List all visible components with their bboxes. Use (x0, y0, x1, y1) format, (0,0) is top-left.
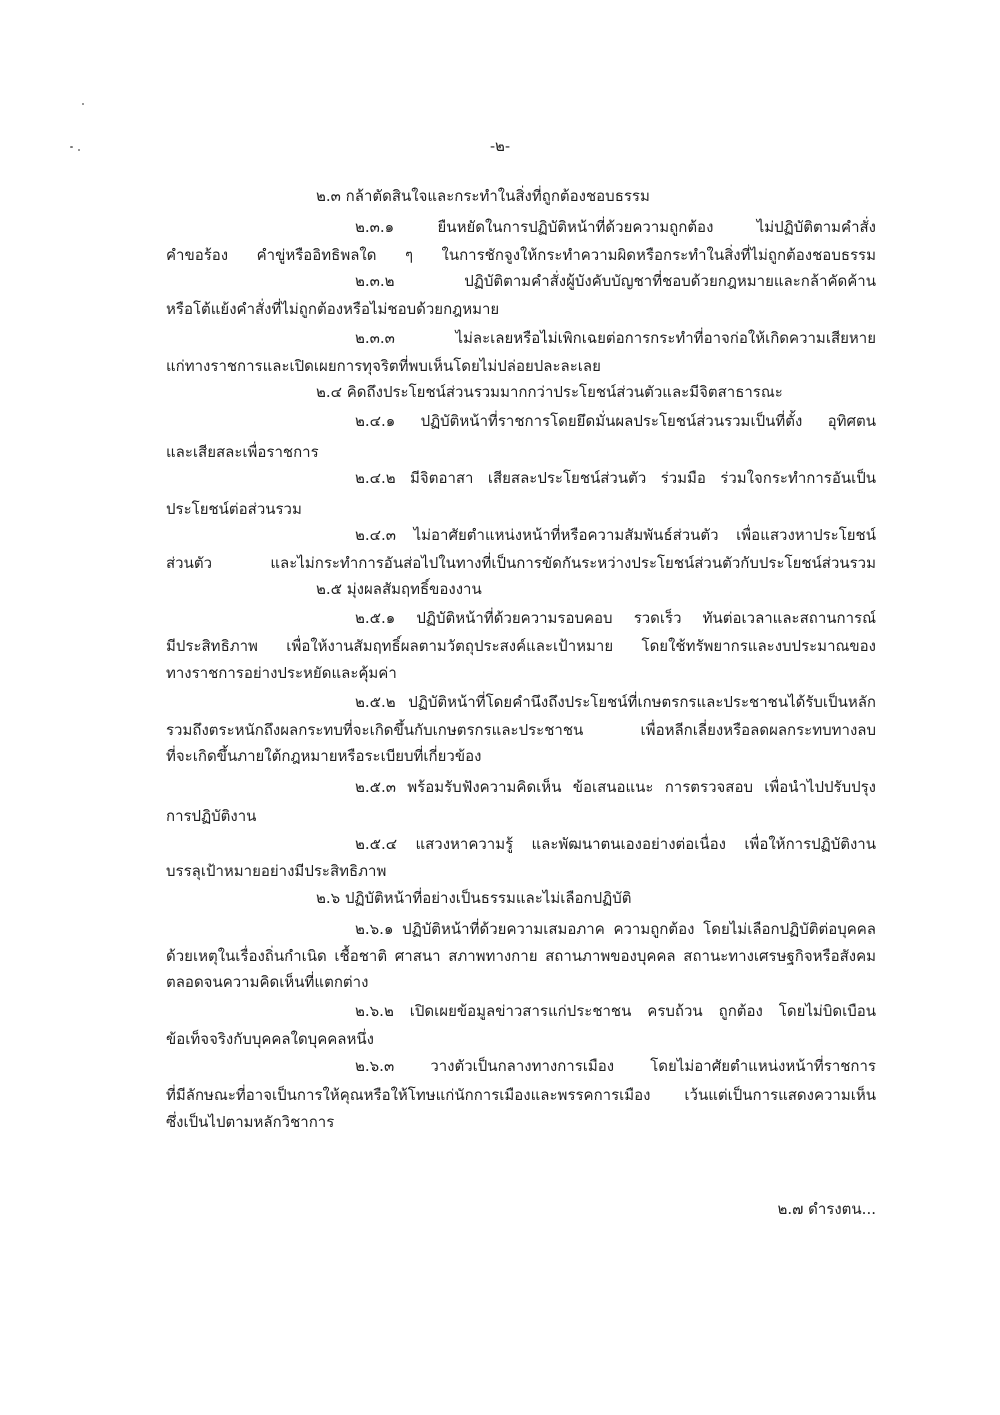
paragraph-line: ๒.๓.๒ ปฏิบัติตามคำสั่งผู้บังคับบัญชาที่ชอบด้วยกฎหมายและกล้าคัดค้าน (355, 272, 876, 290)
paragraph-line: ๒.๓.๓ ไม่ละเลยหรือไม่เพิกเฉยต่อการกระทำที่อาจก่อให้เกิดความเสียหาย (355, 329, 876, 347)
paragraph-line: แก่ทางราชการและเปิดเผยการทุจริตที่พบเห็นโดยไม่ปล่อยปละละเลย (166, 357, 601, 375)
paragraph-line: การปฏิบัติงาน (166, 807, 257, 825)
paragraph-line: ซึ่งเป็นไปตามหลักวิชาการ (166, 1113, 335, 1131)
paragraph-line: ทางราชการอย่างประหยัดและคุ้มค่า (166, 664, 397, 682)
paragraph-line: ๒.๖.๑ ปฏิบัติหน้าที่ด้วยความเสมอภาค ความถูกต้อง โดยไม่เลือกปฏิบัติต่อบุคคล (355, 920, 876, 938)
paragraph-line: ๒.๔.๒ มีจิตอาสา เสียสละประโยชน์ส่วนตัว ร่วมมือ ร่วมใจกระทำการอันเป็น (355, 469, 876, 487)
paragraph-line: ๒.๖.๓ วางตัวเป็นกลางทางการเมือง โดยไม่อาศัยตำแหน่งหน้าที่ราชการ (355, 1057, 876, 1075)
section-heading: ๒.๕ มุ่งผลสัมฤทธิ์ของงาน (316, 580, 482, 598)
paragraph-line: ๒.๓.๑ ยืนหยัดในการปฏิบัติหน้าที่ด้วยความถูกต้อง ไม่ปฏิบัติตามคำสั่ง (355, 218, 876, 236)
paragraph-line: บรรลุเป้าหมายอย่างมีประสิทธิภาพ (166, 862, 387, 880)
paragraph-line: ๒.๕.๒ ปฏิบัติหน้าที่โดยคำนึงถึงประโยชน์ที่เกษตรกรและประชาชนได้รับเป็นหลัก (355, 693, 876, 711)
paragraph-line: ตลอดจนความคิดเห็นที่แตกต่าง (166, 973, 369, 991)
section-heading: ๒.๖ ปฏิบัติหน้าที่อย่างเป็นธรรมและไม่เลือกปฏิบัติ (316, 889, 632, 907)
paragraph-line: ส่วนตัว และไม่กระทำการอันส่อไปในทางที่เป็นการขัดกันระหว่างประโยชน์ส่วนตัวกับประโยชน์ส่วนรวม (166, 554, 876, 572)
paragraph-line: มีประสิทธิภาพ เพื่อให้งานสัมฤทธิ์ผลตามวัตถุประสงค์และเป้าหมาย โดยใช้ทรัพยากรและงบประมาณของ (166, 637, 876, 655)
paragraph-line: ที่จะเกิดขึ้นภายใต้กฎหมายหรือระเบียบที่เกี่ยวข้อง (166, 747, 482, 765)
paragraph-line: ๒.๕.๔ แสวงหาความรู้ และพัฒนาตนเองอย่างต่อเนื่อง เพื่อให้การปฏิบัติงาน (355, 835, 876, 853)
paragraph-line: ประโยชน์ต่อส่วนรวม (166, 500, 302, 518)
paragraph-line: ๒.๔.๓ ไม่อาศัยตำแหน่งหน้าที่หรือความสัมพันธ์ส่วนตัว เพื่อแสวงหาประโยชน์ (355, 526, 876, 544)
paragraph-line: รวมถึงตระหนักถึงผลกระทบที่จะเกิดขึ้นกับเกษตรกรและประชาชน เพื่อหลีกเลี่ยงหรือลดผลกระทบทางลบ (166, 721, 876, 739)
paragraph-line: ด้วยเหตุในเรื่องถิ่นกำเนิด เชื้อชาติ ศาสนา สภาพทางกาย สถานภาพของบุคคล สถานะทางเศรษฐกิจหรือสังคม (166, 947, 876, 965)
paragraph-line: ข้อเท็จจริงกับบุคคลใดบุคคลหนึ่ง (166, 1030, 374, 1048)
section-heading: ๒.๓ กล้าตัดสินใจและกระทำในสิ่งที่ถูกต้องชอบธรรม (316, 187, 650, 205)
paragraph-line: และเสียสละเพื่อราชการ (166, 443, 319, 461)
paragraph-line: ๒.๖.๒ เปิดเผยข้อมูลข่าวสารแก่ประชาชน ครบถ้วน ถูกต้อง โดยไม่บิดเบือน (355, 1002, 876, 1020)
page-number: -๒- (489, 137, 511, 155)
continuation-footer: ๒.๗ ดำรงตน... (777, 1200, 876, 1218)
paragraph-line: ที่มีลักษณะที่อาจเป็นการให้คุณหรือให้โทษแก่นักการเมืองและพรรคการเมือง เว้นแต่เป็นการแสดงความเห็น (166, 1086, 876, 1104)
paragraph-line: หรือโต้แย้งคำสั่งที่ไม่ถูกต้องหรือไม่ชอบด้วยกฎหมาย (166, 300, 500, 318)
paragraph-line: ๒.๕.๓ พร้อมรับฟังความคิดเห็น ข้อเสนอแนะ การตรวจสอบ เพื่อนำไปปรับปรุง (355, 778, 876, 796)
scan-speck (82, 103, 84, 105)
section-heading: ๒.๔ คิดถึงประโยชน์ส่วนรวมมากกว่าประโยชน์ส่วนตัวและมีจิตสาธารณะ (316, 383, 783, 401)
paragraph-line: คำขอร้อง คำขู่หรืออิทธิพลใด ๆ ในการชักจูงให้กระทำความผิดหรือกระทำในสิ่งที่ไม่ถูกต้องชอบธรรม (166, 246, 876, 264)
paragraph-line: ๒.๕.๑ ปฏิบัติหน้าที่ด้วยความรอบคอบ รวดเร็ว ทันต่อเวลาและสถานการณ์ (355, 609, 876, 627)
paragraph-line: ๒.๔.๑ ปฏิบัติหน้าที่ราชการโดยยึดมั่นผลประโยชน์ส่วนรวมเป็นที่ตั้ง อุทิศตน (355, 412, 876, 430)
